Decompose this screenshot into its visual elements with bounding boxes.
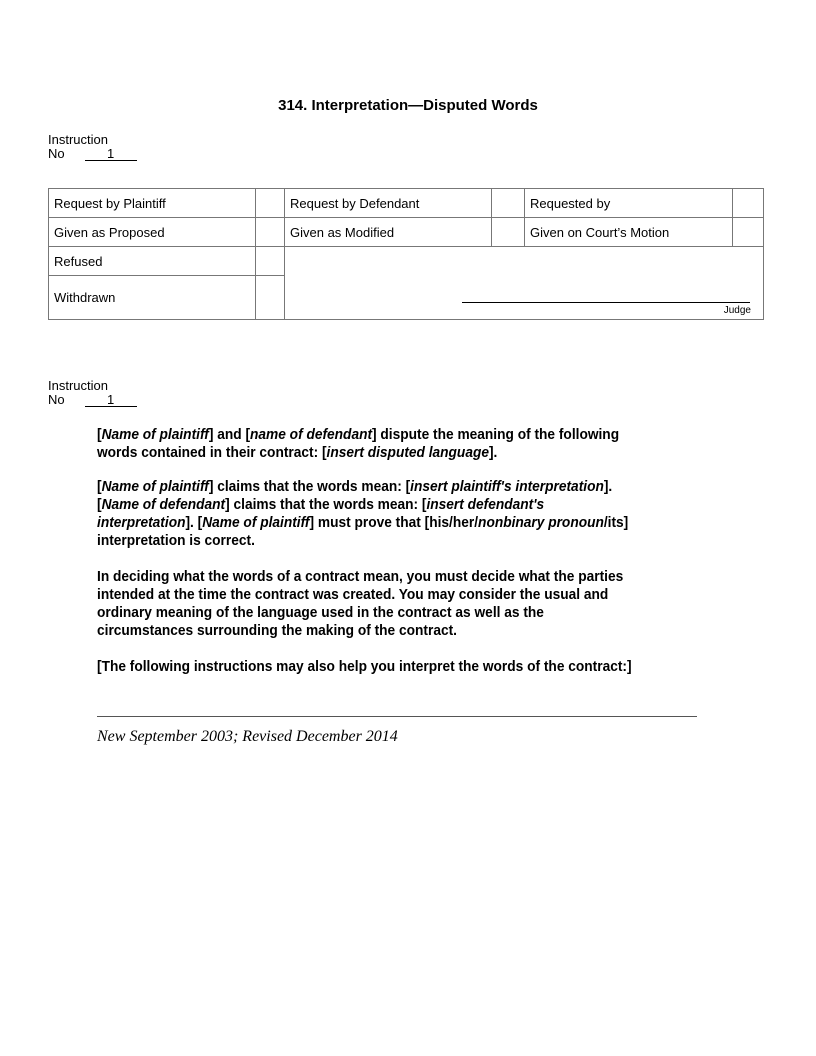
request-by-defendant-checkbox[interactable] xyxy=(492,189,525,218)
judge-signature-line[interactable] xyxy=(462,302,750,303)
instruction-label-2: Instruction xyxy=(48,378,108,393)
body-line: [The following instructions may also help you interpret the words of the contract:] xyxy=(97,658,632,675)
body-line: ordinary meaning of the language used in the contract as well as the xyxy=(97,604,544,621)
refused-label: Refused xyxy=(49,247,256,276)
footer-divider xyxy=(97,716,697,717)
given-as-proposed-label: Given as Proposed xyxy=(49,218,256,247)
body-line: [Name of plaintiff] claims that the words mean: [insert plaintiff's interpretation]. xyxy=(97,478,613,495)
body-line: interpretation is correct. xyxy=(97,532,255,549)
body-line: words contained in their contract: [insert disputed language]. xyxy=(97,444,498,461)
given-as-modified-checkbox[interactable] xyxy=(492,218,525,247)
instruction-label: Instruction xyxy=(48,132,108,147)
instruction-number-value: 1 xyxy=(85,147,137,161)
judge-label: Judge xyxy=(723,305,751,316)
judge-signature-area xyxy=(285,247,764,320)
instruction-disposition-table xyxy=(48,188,764,320)
instruction-number-2 xyxy=(48,392,137,407)
given-as-modified-label: Given as Modified xyxy=(285,218,492,247)
body-line: [Name of defendant] claims that the words mean: [insert defendant's xyxy=(97,496,545,513)
withdrawn-label: Withdrawn xyxy=(49,276,256,320)
body-line: interpretation]. [Name of plaintiff] must prove that [his/her/nonbinary pronoun/its] xyxy=(97,514,629,531)
instruction-number-value: 1 xyxy=(85,393,137,407)
revision-history: New September 2003; Revised December 2014 xyxy=(97,728,398,745)
requested-by-checkbox[interactable] xyxy=(733,189,764,218)
body-line: intended at the time the contract was created. You may consider the usual and xyxy=(97,586,609,603)
page-title: 314. Interpretation—Disputed Words xyxy=(278,97,538,114)
no-label: No xyxy=(48,392,65,407)
no-label: No xyxy=(48,146,65,161)
body-line: [Name of plaintiff] and [name of defendant] dispute the meaning of the following xyxy=(97,426,620,443)
body-line: In deciding what the words of a contract mean, you must decide what the parties xyxy=(97,568,624,585)
given-as-proposed-checkbox[interactable] xyxy=(256,218,285,247)
requested-by-label: Requested by xyxy=(525,189,733,218)
refused-checkbox[interactable] xyxy=(256,247,285,276)
given-on-courts-motion-label: Given on Court’s Motion xyxy=(525,218,733,247)
request-by-plaintiff-label: Request by Plaintiff xyxy=(49,189,256,218)
request-by-plaintiff-checkbox[interactable] xyxy=(256,189,285,218)
request-by-defendant-label: Request by Defendant xyxy=(285,189,492,218)
body-line: circumstances surrounding the making of the contract. xyxy=(97,622,457,639)
given-on-courts-motion-checkbox[interactable] xyxy=(733,218,764,247)
instruction-number xyxy=(48,146,137,161)
withdrawn-checkbox[interactable] xyxy=(256,276,285,320)
